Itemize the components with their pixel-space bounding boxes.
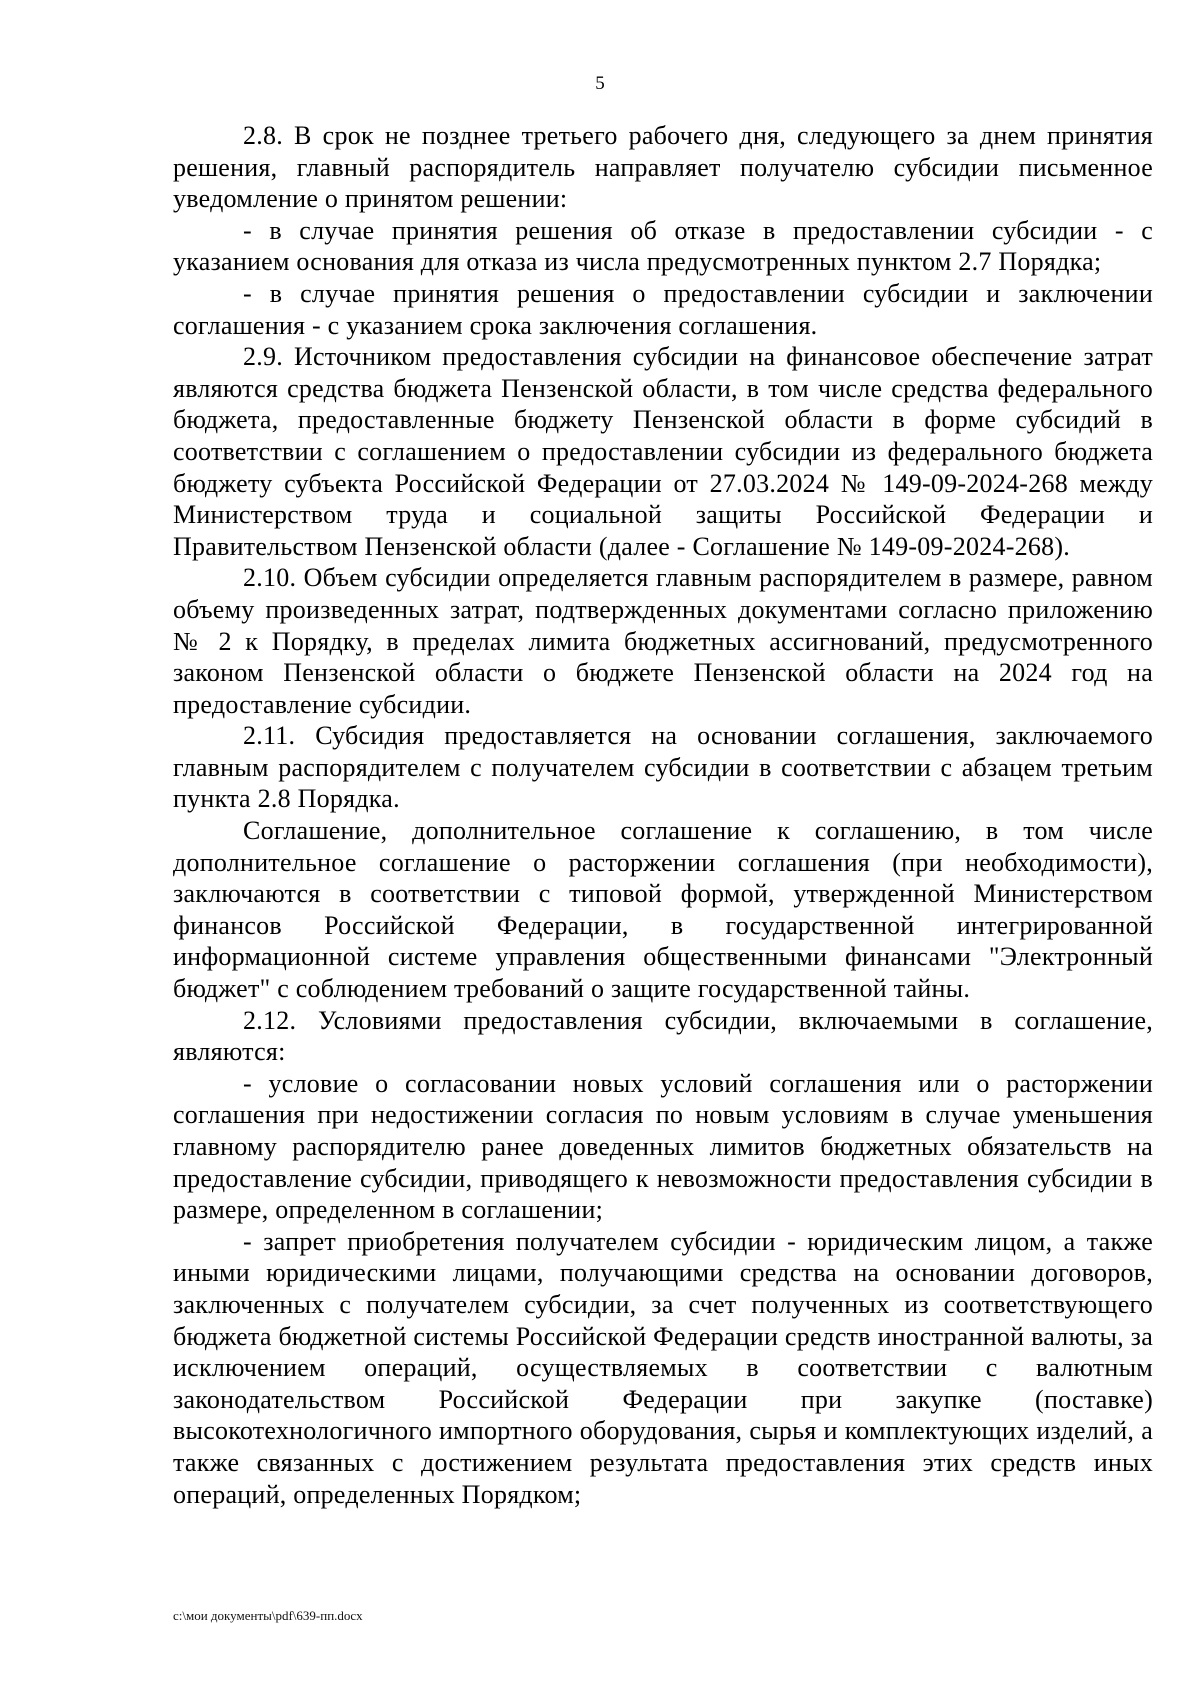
paragraph-2-8-refusal-item: - в случае принятия решения об отказе в предоставлении субсидии - с указанием основания для отказа из числа предусмотренных пунктом 2.7 Порядка; (173, 215, 1153, 277)
paragraph-2-8-approval-item: - в случае принятия решения о предоставлении субсидии и заключении соглашения - с указанием срока заключения соглашения. (173, 278, 1153, 340)
paragraph-2-11: 2.11. Субсидия предоставляется на основании соглашения, заключаемого главным распорядителем с получателем субсидии в соответствии с абзацем третьим пункта 2.8 Порядка. (173, 721, 1153, 814)
paragraph-2-12-condition-item: - условие о согласовании новых условий соглашения или о расторжении соглашения при недостижении согласия по новым условиям в случае уменьшения главному распорядителю ранее доведенных лимитов бюджетных обязательств на предоставление субсидии, приводящего к невозможности предоставления субсидии в размере, определенном в соглашении; (173, 1068, 1153, 1225)
document-body (173, 120, 1153, 1510)
paragraph-2-8: 2.8. В срок не позднее третьего рабочего дня, следующего за днем принятия решения, главный распорядитель направляет получателю субсидии письменное уведомление о принятом решении: (173, 121, 1153, 214)
paragraph-2-10: 2.10. Объем субсидии определяется главным распорядителем в размере, равном объему произведенных затрат, подтвержденных документами согласно приложению № 2 к Порядку, в пределах лимита бюджетных ассигнований, предусмотренного законом Пензенской области о бюджете Пензенской области на 2024 год на предоставление субсидии. (173, 563, 1153, 719)
footer-file-path: c:\мои документы\pdf\639-пп.docx (173, 1608, 363, 1623)
paragraph-2-9: 2.9. Источником предоставления субсидии на финансовое обеспечение затрат являются средства бюджета Пензенской области, в том числе средства федерального бюджета, предоставленные бюджету Пензенской области в форме субсидий в соответствии с соглашением о предоставлении субсидии из федерального бюджета бюджету субъекта Российской Федерации от 27.03.2024 № 149-09-2024-268 между Министерством труда и социальной защиты Российской Федерации и Правительством Пензенской области (далее - Соглашение № 149-09-2024-268). (173, 342, 1153, 561)
paragraph-agreement-form: Соглашение, дополнительное соглашение к соглашению, в том числе дополнительное соглашение о расторжении соглашения (при необходимости), заключаются в соответствии с типовой формой, утвержденной Министерством финансов Российской Федерации, в государственной интегрированной информационной системе управления общественными финансами "Электронный бюджет" с соблюдением требований о защите государственной тайны. (173, 816, 1153, 1004)
page-number: 5 (595, 73, 605, 94)
paragraph-2-12-currency-ban-item: - запрет приобретения получателем субсидии - юридическим лицом, а также иными юридическими лицами, получающими средства на основании договоров, заключенных с получателем субсидии, за счет полученных из соответствующего бюджета бюджетной системы Российской Федерации средств иностранной валюты, за исключением операций, осуществляемых в соответствии с валютным законодательством Российской Федерации при закупке (поставке) высокотехнологичного импортного оборудования, сырья и комплектующих изделий, а также связанных с достижением результата предоставления этих средств иных операций, определенных Порядком; (173, 1226, 1153, 1509)
paragraph-2-12: 2.12. Условиями предоставления субсидии, включаемыми в соглашение, являются: (173, 1005, 1153, 1067)
